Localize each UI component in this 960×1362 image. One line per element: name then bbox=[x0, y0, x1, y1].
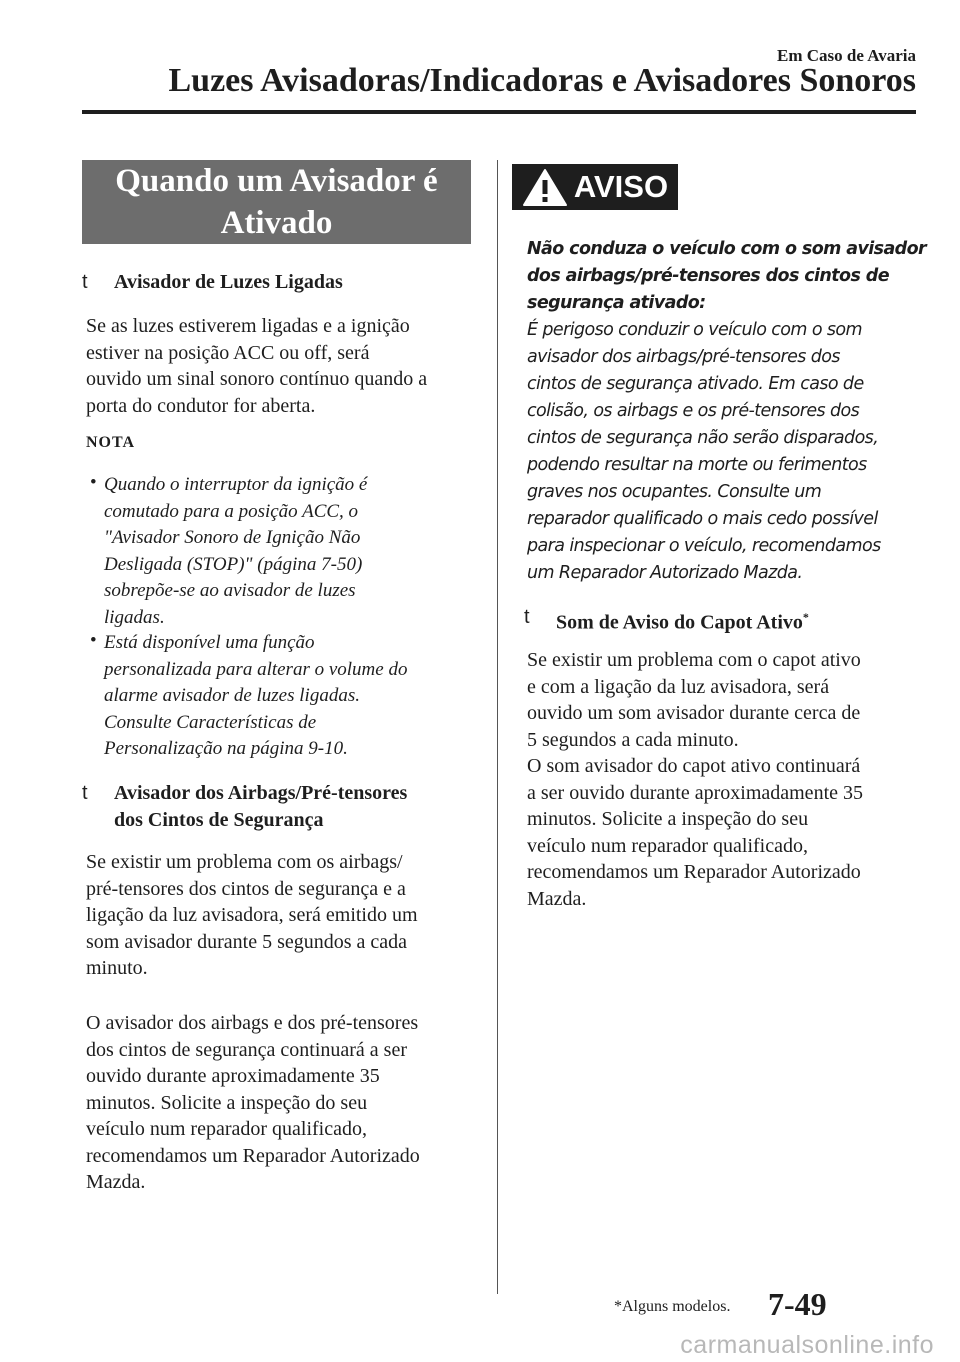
body-line: dos cintos de segurança continuará a ser bbox=[86, 1038, 407, 1061]
body-line: ouvido durante aproximadamente 35 bbox=[86, 1065, 380, 1087]
body-line: e com a ligação da luz avisadora, será bbox=[527, 675, 830, 698]
note-item-1 bbox=[90, 472, 368, 631]
airbag-para1 bbox=[86, 849, 418, 982]
body-line: estiver na posição ACC ou off, será bbox=[86, 341, 370, 364]
body-line: ouvido um sinal sonoro contínuo quando a bbox=[86, 368, 428, 390]
body-line: pré-tensores dos cintos de segurança e a bbox=[86, 877, 406, 900]
subsection-marker-icon: t bbox=[82, 782, 88, 804]
warning-line: podendo resultar na morte ou ferimentos bbox=[527, 455, 867, 475]
note-line: sobrepõe-se ao avisador de luzes bbox=[104, 580, 356, 601]
warning-line: para inspecionar o veículo, recomendamos bbox=[527, 536, 881, 556]
section-title-line1: Quando um Avisador é bbox=[115, 163, 438, 199]
body-line: Mazda. bbox=[86, 1171, 146, 1193]
bullet-icon: • bbox=[90, 630, 97, 651]
note-line: "Avisador Sonoro de Ignição Não bbox=[104, 527, 361, 548]
body-line: minuto. bbox=[86, 957, 148, 979]
warning-bold-line: Não conduza o veículo com o som avisador bbox=[527, 239, 927, 259]
body-line: 5 segundos a cada minuto. bbox=[527, 728, 739, 751]
body-line: veículo num reparador qualificado, bbox=[527, 834, 808, 857]
heading-airbag-line2: dos Cintos de Segurança bbox=[114, 809, 324, 831]
warning-line: reparador qualificado o mais cedo possível bbox=[527, 509, 878, 529]
watermark: carmanualsonline.info bbox=[680, 1331, 934, 1359]
footnote-asterisk: * bbox=[802, 610, 809, 624]
heading-lights-on-text: Avisador de Luzes Ligadas bbox=[114, 271, 343, 293]
heading-capot-text: Som de Aviso do Capot Ativo bbox=[556, 611, 803, 634]
note-item-2 bbox=[90, 630, 408, 763]
heading-airbag-line1: Avisador dos Airbags/Pré-tensores bbox=[114, 782, 408, 804]
note-line: Está disponível uma função bbox=[104, 632, 315, 653]
note-line: comutado para a posição ACC, o bbox=[104, 500, 359, 522]
warning-bold-line: dos airbags/pré-tensores dos cintos de bbox=[527, 266, 889, 286]
capot-body bbox=[527, 647, 863, 912]
warning-line: cintos de segurança não serão disparados, bbox=[527, 428, 879, 448]
body-line: Se existir um problema com o capot ativo bbox=[527, 649, 861, 671]
body-line: minutos. Solicite a inspeção do seu bbox=[86, 1091, 368, 1114]
footnote: *Alguns modelos. bbox=[614, 1298, 731, 1315]
note-line: personalizada para alterar o volume do bbox=[104, 658, 408, 680]
body-line: O som avisador do capot ativo continuará bbox=[527, 755, 861, 777]
section-title-line2: Ativado bbox=[220, 205, 333, 241]
body-line: Se existir um problema com os airbags/ bbox=[86, 851, 403, 873]
body-line: recomendamos um Reparador Autorizado bbox=[527, 861, 861, 883]
body-line: porta do condutor for aberta. bbox=[86, 394, 316, 417]
subsection-marker-icon: t bbox=[82, 271, 88, 293]
body-line: som avisador durante 5 segundos a cada bbox=[86, 930, 408, 953]
note-line: alarme avisador de luzes ligadas. bbox=[104, 685, 360, 706]
airbag-para2 bbox=[86, 1010, 420, 1196]
warning-badge-label: AVISO bbox=[573, 169, 669, 204]
body-line: minutos. Solicite a inspeção do seu bbox=[527, 808, 809, 830]
warning-line: colisão, os airbags e os pré-tensores dos bbox=[527, 401, 860, 421]
body-line: Se as luzes estiverem ligadas e a ignição bbox=[86, 315, 410, 337]
body-line: a ser ouvido durante aproximadamente 35 bbox=[527, 781, 863, 804]
body-line: ligação da luz avisadora, será emitido um bbox=[86, 904, 418, 926]
warning-line: É perigoso conduzir o veículo com o som bbox=[527, 320, 862, 340]
section-title-box bbox=[82, 160, 471, 244]
note-line: ligadas. bbox=[104, 606, 165, 628]
note-line: Desligada (STOP)" (página 7-50) bbox=[104, 553, 363, 575]
note-line: Quando o interruptor da ignição é bbox=[104, 474, 368, 495]
page-header-title: Luzes Avisadoras/Indicadoras e Avisadores Sonoros bbox=[168, 62, 916, 99]
note-line: Consulte Características de bbox=[104, 711, 317, 733]
warning-badge bbox=[512, 164, 678, 210]
warning-text bbox=[527, 236, 926, 587]
body-line: Mazda. bbox=[527, 887, 587, 910]
body-line: ouvido um som avisador durante cerca de bbox=[527, 702, 861, 724]
heading-airbag bbox=[82, 780, 408, 834]
column-divider bbox=[497, 160, 498, 1294]
warning-line: cintos de segurança ativado. Em caso de bbox=[527, 374, 864, 394]
warning-line: avisador dos airbags/pré-tensores dos bbox=[527, 347, 840, 367]
note-line: Personalização na página 9-10. bbox=[104, 738, 348, 759]
page-number: 7-49 bbox=[768, 1286, 827, 1322]
warning-bold-line: segurança ativado: bbox=[527, 293, 706, 313]
heading-capot bbox=[524, 604, 809, 637]
heading-lights-on bbox=[82, 269, 343, 296]
lights-body bbox=[86, 313, 427, 419]
body-line: O avisador dos airbags e dos pré-tensores bbox=[86, 1012, 419, 1034]
bullet-icon: • bbox=[90, 472, 97, 493]
warning-triangle-icon bbox=[522, 167, 568, 207]
subsection-marker-icon: t bbox=[524, 606, 530, 628]
chapter-label: Em Caso de Avaria bbox=[777, 46, 916, 65]
body-line: veículo num reparador qualificado, bbox=[86, 1118, 367, 1140]
warning-line: graves nos ocupantes. Consulte um bbox=[527, 482, 822, 502]
header-rule bbox=[82, 110, 916, 114]
body-line: recomendamos um Reparador Autorizado bbox=[86, 1144, 420, 1167]
nota-label: NOTA bbox=[86, 434, 136, 451]
warning-line: um Reparador Autorizado Mazda. bbox=[527, 563, 803, 583]
